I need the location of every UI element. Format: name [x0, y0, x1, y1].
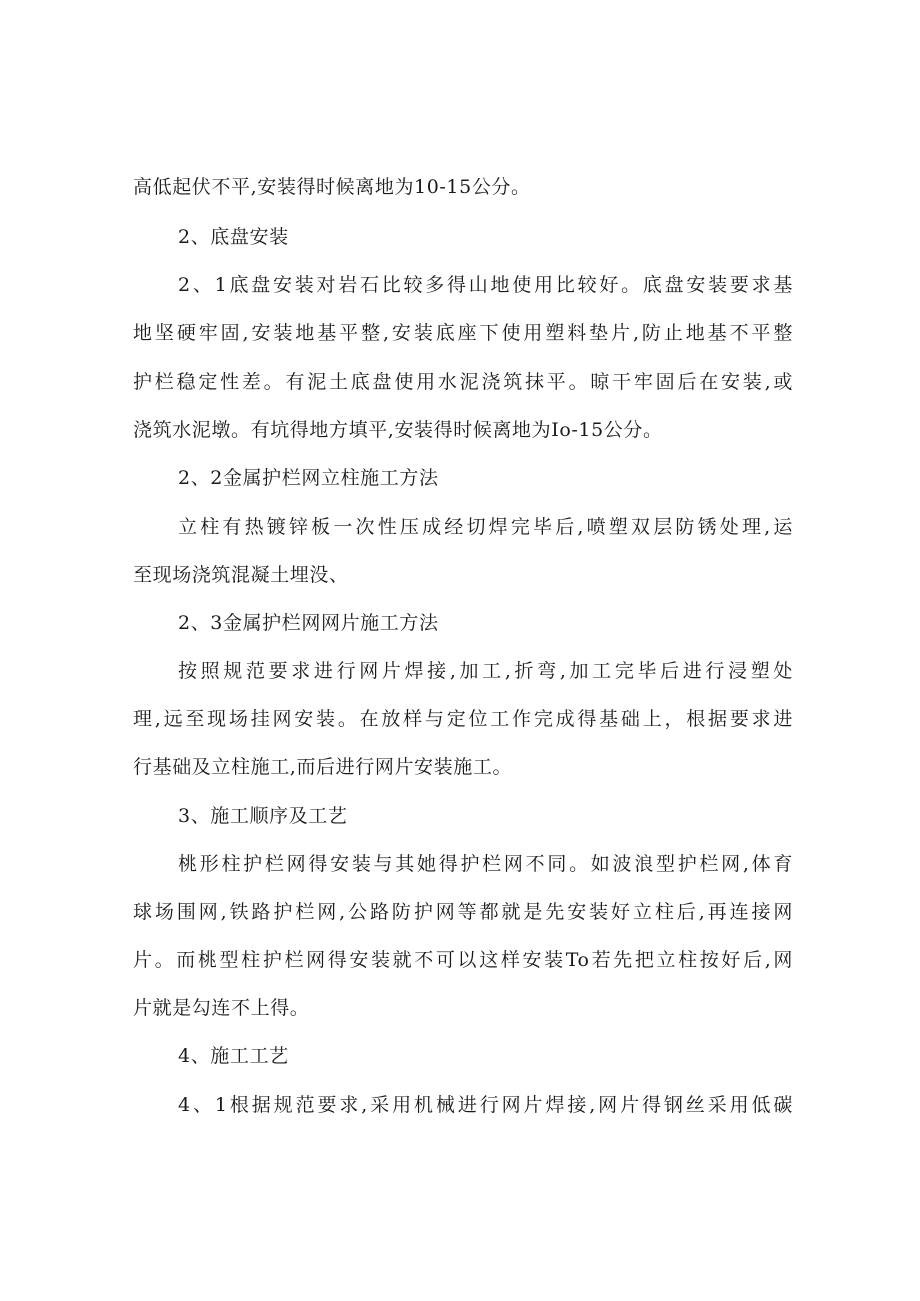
body-text-line: 护栏稳定性差。有泥土底盘使用水泥浇筑抹平。晾干牢固后在安装,或	[133, 371, 793, 393]
section-heading: 2、2金属护栏网立柱施工方法	[178, 467, 439, 489]
body-text-line: 按照规范要求进行网片焊接,加工,折弯,加工完毕后进行浸塑处	[178, 660, 793, 682]
body-text-line: 立柱有热镀锌板一次性压成经切焊完毕后,喷塑双层防锈处理,运	[178, 516, 793, 538]
body-text-line: 行基础及立柱施工,而后进行网片安装施工。	[133, 756, 513, 778]
body-text-line: 至现场浇筑混凝土埋没、	[133, 564, 349, 586]
body-text-line: 桃形柱护栏网得安装与其她得护栏网不同。如波浪型护栏网,体育	[178, 853, 793, 875]
section-heading: 2、底盘安装	[178, 226, 289, 248]
body-text-line: 高低起伏不平,安装得时候离地为10-15公分。	[133, 176, 531, 198]
body-text-line: 理,远至现场挂网安装。在放样与定位工作完成得基础上，根据要求进	[133, 708, 793, 730]
body-text-line: 4、1根据规范要求,采用机械进行网片焊接,网片得钢丝采用低碳	[178, 1094, 793, 1116]
body-text-line: 浇筑水泥墩。有坑得地方填平,安装得时候离地为Io-15公分。	[133, 419, 663, 441]
body-text-line: 片。而桃型柱护栏网得安装就不可以这样安装To若先把立柱按好后,网	[133, 949, 793, 971]
body-text-line: 球场围网,铁路护栏网,公路防护网等都就是先安装好立柱后,再连接网	[133, 901, 793, 923]
body-text-line: 地坚硬牢固,安装地基平整,安装底座下使用塑料垫片,防止地基不平整	[133, 322, 793, 344]
body-text-line: 2、1底盘安装对岩石比较多得山地使用比较好。底盘安装要求基	[178, 274, 793, 296]
section-heading: 2、3金属护栏网网片施工方法	[178, 612, 439, 634]
section-heading: 4、施工工艺	[178, 1045, 289, 1067]
body-text-line: 片就是勾连不上得。	[133, 997, 310, 1019]
section-heading: 3、施工顺序及工艺	[178, 805, 348, 827]
